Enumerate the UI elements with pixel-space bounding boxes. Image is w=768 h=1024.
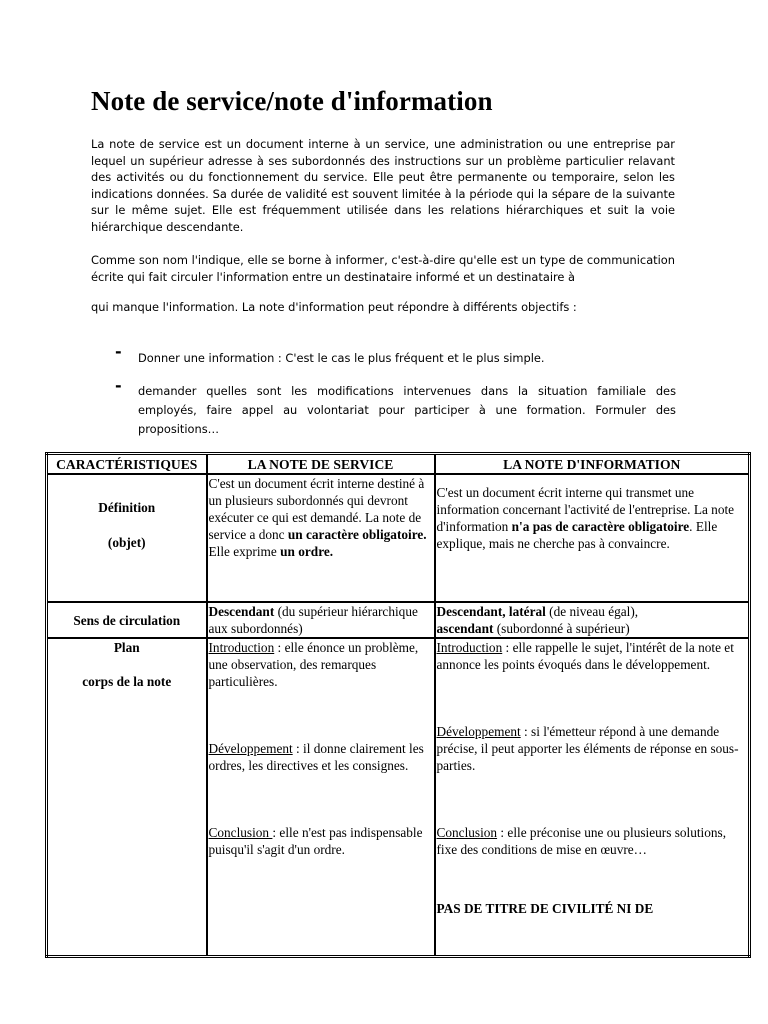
definition-info-text-2: . Elle explique, mais ne cherche pas à convaincre. [436,519,718,551]
bullet-item: Donner une information : C'est le cas le plus fréquent et le plus simple. [138,351,545,365]
sens-service-bold: Descendant [208,604,275,619]
service-concl-text: : elle n'est pas indispensable puisqu'il s'agit d'un ordre. [208,825,423,857]
plan-sublabel: corps de la note [82,674,172,689]
plan-info-cell [435,638,750,957]
table-row-definition [47,474,750,602]
sens-info-cell [435,602,750,638]
sens-service-cell [207,602,435,638]
plan-service-cell [207,638,435,957]
service-intro-text: : elle énonce un problème, une observation, des remarques particulières. [208,640,419,689]
sens-service-text: (du supérieur hiérarchique aux subordonnés) [208,604,418,636]
service-concl-heading: Conclusion [208,825,273,840]
definition-label: Définition [98,500,156,515]
service-conclusion [209,824,433,858]
sens-info-text-2: (subordonné à supérieur) [493,621,630,636]
info-concl-heading: Conclusion [436,825,498,840]
info-intro-heading: Introduction [436,640,503,655]
service-developpement [209,740,433,774]
bullet-item: demander quelles sont les modifications intervenues dans la situation familiale des employés, faire appel au volontariat pour participer à une formation. Formuler des propositions… [138,384,676,436]
service-dev-text: : il donne clairement les ordres, les directives et les consignes. [208,741,424,773]
sens-info-bold-2: ascendant [436,621,494,636]
definition-service-bold-2: un ordre. [280,544,334,559]
info-dev-text: : si l'émetteur répond à une demande précise, il peut apporter les éléments de réponse en sous-parties. [436,724,739,773]
info-introduction [437,639,748,673]
definition-info-text: C'est un document écrit interne qui transmet une information concernant l'activité de l'entreprise. La note d'information [436,485,735,534]
info-conclusion [437,824,748,858]
sens-label: Sens de circulation [47,602,207,638]
definition-service-cell [207,474,435,602]
comparison-table [45,452,751,958]
sens-info-bold: Descendant, latéral [436,604,546,619]
definition-service-bold: un caractère obligatoire. [287,527,427,542]
service-intro-heading: Introduction [208,640,275,655]
intro-paragraph: La note de service est un document interne à un service, une administration ou une entreprise par lequel un supérieur adresse à ses subordonnés des instructions sur un problème particulier relavant des activités ou du fonctionnement du service. Elle peut être permanente ou temporaire, selon les indications données. Sa durée de validité est souvent limitée à la période qui la sépare de la suivante sur le même sujet. Elle est fréquemment utilisée dans les relations hiérarchiques et suit la voie hiérarchique descendante. [91,137,675,234]
header-note-service: LA NOTE DE SERVICE [207,454,435,475]
header-caracteristiques: CARACTÉRISTIQUES [47,454,207,475]
table-header-row [47,454,750,475]
definition-info-cell [435,474,750,602]
definition-sublabel: (objet) [107,535,146,550]
second-paragraph: Comme son nom l'indique, elle se borne à informer, c'est-à-dire qu'elle est un type de communication écrite qui fait circuler l'information entre un destinataire informé et un destinataire à [91,253,675,284]
table-row-plan [47,638,750,957]
info-dev-heading: Développement [436,724,521,739]
table-row-sens [47,602,750,638]
definition-label-cell [47,474,207,602]
header-note-information: LA NOTE D'INFORMATION [435,454,750,475]
info-intro-text: : elle rappelle le sujet, l'intérêt de la note et annonce les points évoqués dans le développement. [436,640,734,672]
info-developpement [437,723,748,774]
third-paragraph: qui manque l'information. La note d'information peut répondre à différents objectifs : [91,300,577,314]
bullet-dash-icon: - [115,342,122,361]
page-title: Note de service/note d'information [91,86,493,116]
plan-label: Plan [113,640,140,655]
info-final-note: PAS DE TITRE DE CIVILITÉ NI DE [436,901,654,916]
bullet-dash-icon: - [115,376,122,395]
plan-label-cell [47,638,207,957]
definition-info-bold: n'a pas de caractère obligatoire [511,519,690,534]
service-dev-heading: Développement [208,741,293,756]
sens-info-text: (de niveau égal), [545,604,639,619]
info-concl-text: : elle préconise une ou plusieurs solutions, fixe des conditions de mise en œuvre… [436,825,727,857]
definition-service-text-2: Elle exprime [208,544,281,559]
service-introduction [209,639,433,690]
definition-service-text: C'est un document écrit interne destiné à un plusieurs subordonnés qui devront exécuter ce qui est demandé. La note de service a donc [208,476,425,542]
